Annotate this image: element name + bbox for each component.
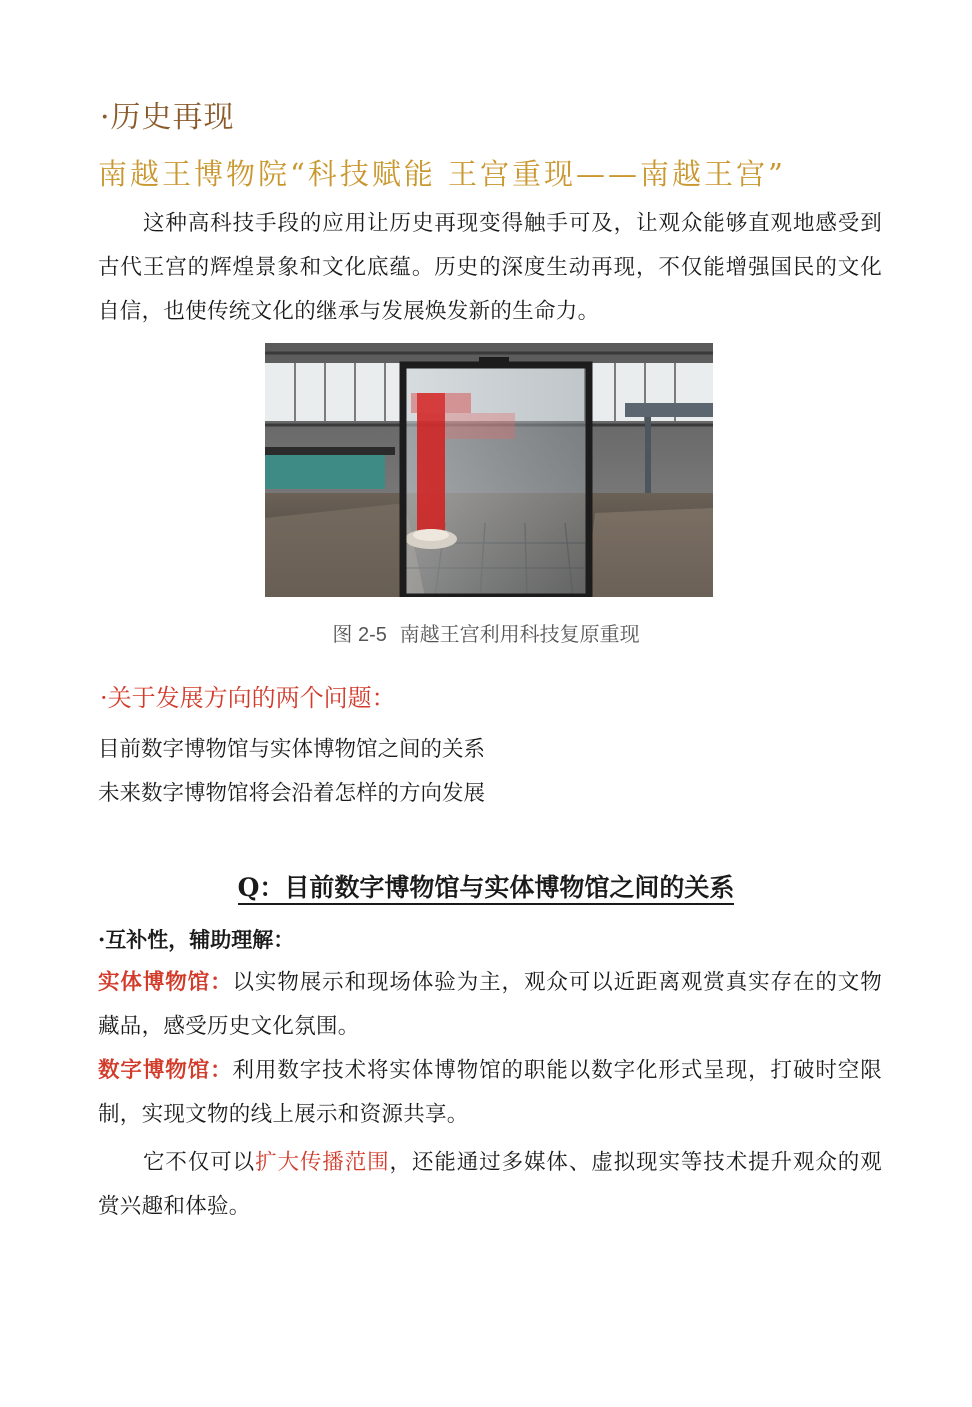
figure-number: 图 2-5 [332, 624, 387, 646]
closing-highlight: 扩大传播范围 [255, 1150, 390, 1175]
digital-museum-paragraph [98, 1049, 882, 1137]
section-heading: ·历史再现 [100, 100, 235, 135]
figure-image [265, 343, 713, 597]
digital-museum-label: 数字博物馆： [98, 1058, 233, 1083]
intro-paragraph: 这种高科技手段的应用让历史再现变得触手可及，让观众能够直观地感受到古代王宫的辉煌景象和文化底蕴。历史的深度生动再现，不仅能增强国民的文化自信，也使传统文化的继承与发展焕发新的生命力。 [98, 211, 882, 324]
closing-after: ，还能通过多媒体、虚拟现实等技术提升观众的观赏兴趣和体验。 [98, 1150, 882, 1219]
question-item: 目前数字博物馆与实体博物馆之间的关系 [98, 737, 486, 762]
question-title-text: Q：目前数字博物馆与实体博物馆之间的关系 [238, 873, 735, 905]
figure-caption [0, 618, 972, 647]
question-title [0, 868, 972, 904]
figure-caption-text: 南越王宫利用科技复原重现 [399, 622, 640, 646]
physical-museum-paragraph [98, 961, 882, 1049]
subtitle: 南越王博物院“科技赋能 王宫重现——南越王宫” [98, 157, 786, 191]
closing-paragraph [98, 1141, 882, 1229]
palace-reconstruction-photo [265, 343, 713, 597]
question-item: 未来数字博物馆将会沿着怎样的方向发展 [98, 781, 486, 806]
physical-museum-text: 以实物展示和现场体验为主，观众可以近距离观赏真实存在的文物藏品，感受历史文化氛围。 [98, 970, 882, 1039]
complement-heading: ·互补性，辅助理解： [98, 927, 295, 952]
questions-heading: ·关于发展方向的两个问题： [100, 684, 396, 712]
closing-before: 它不仅可以 [143, 1150, 256, 1175]
physical-museum-label: 实体博物馆： [98, 970, 233, 995]
digital-museum-text: 利用数字技术将实体博物馆的职能以数字化形式呈现，打破时空限制，实现文物的线上展示和资源共享。 [98, 1058, 882, 1127]
